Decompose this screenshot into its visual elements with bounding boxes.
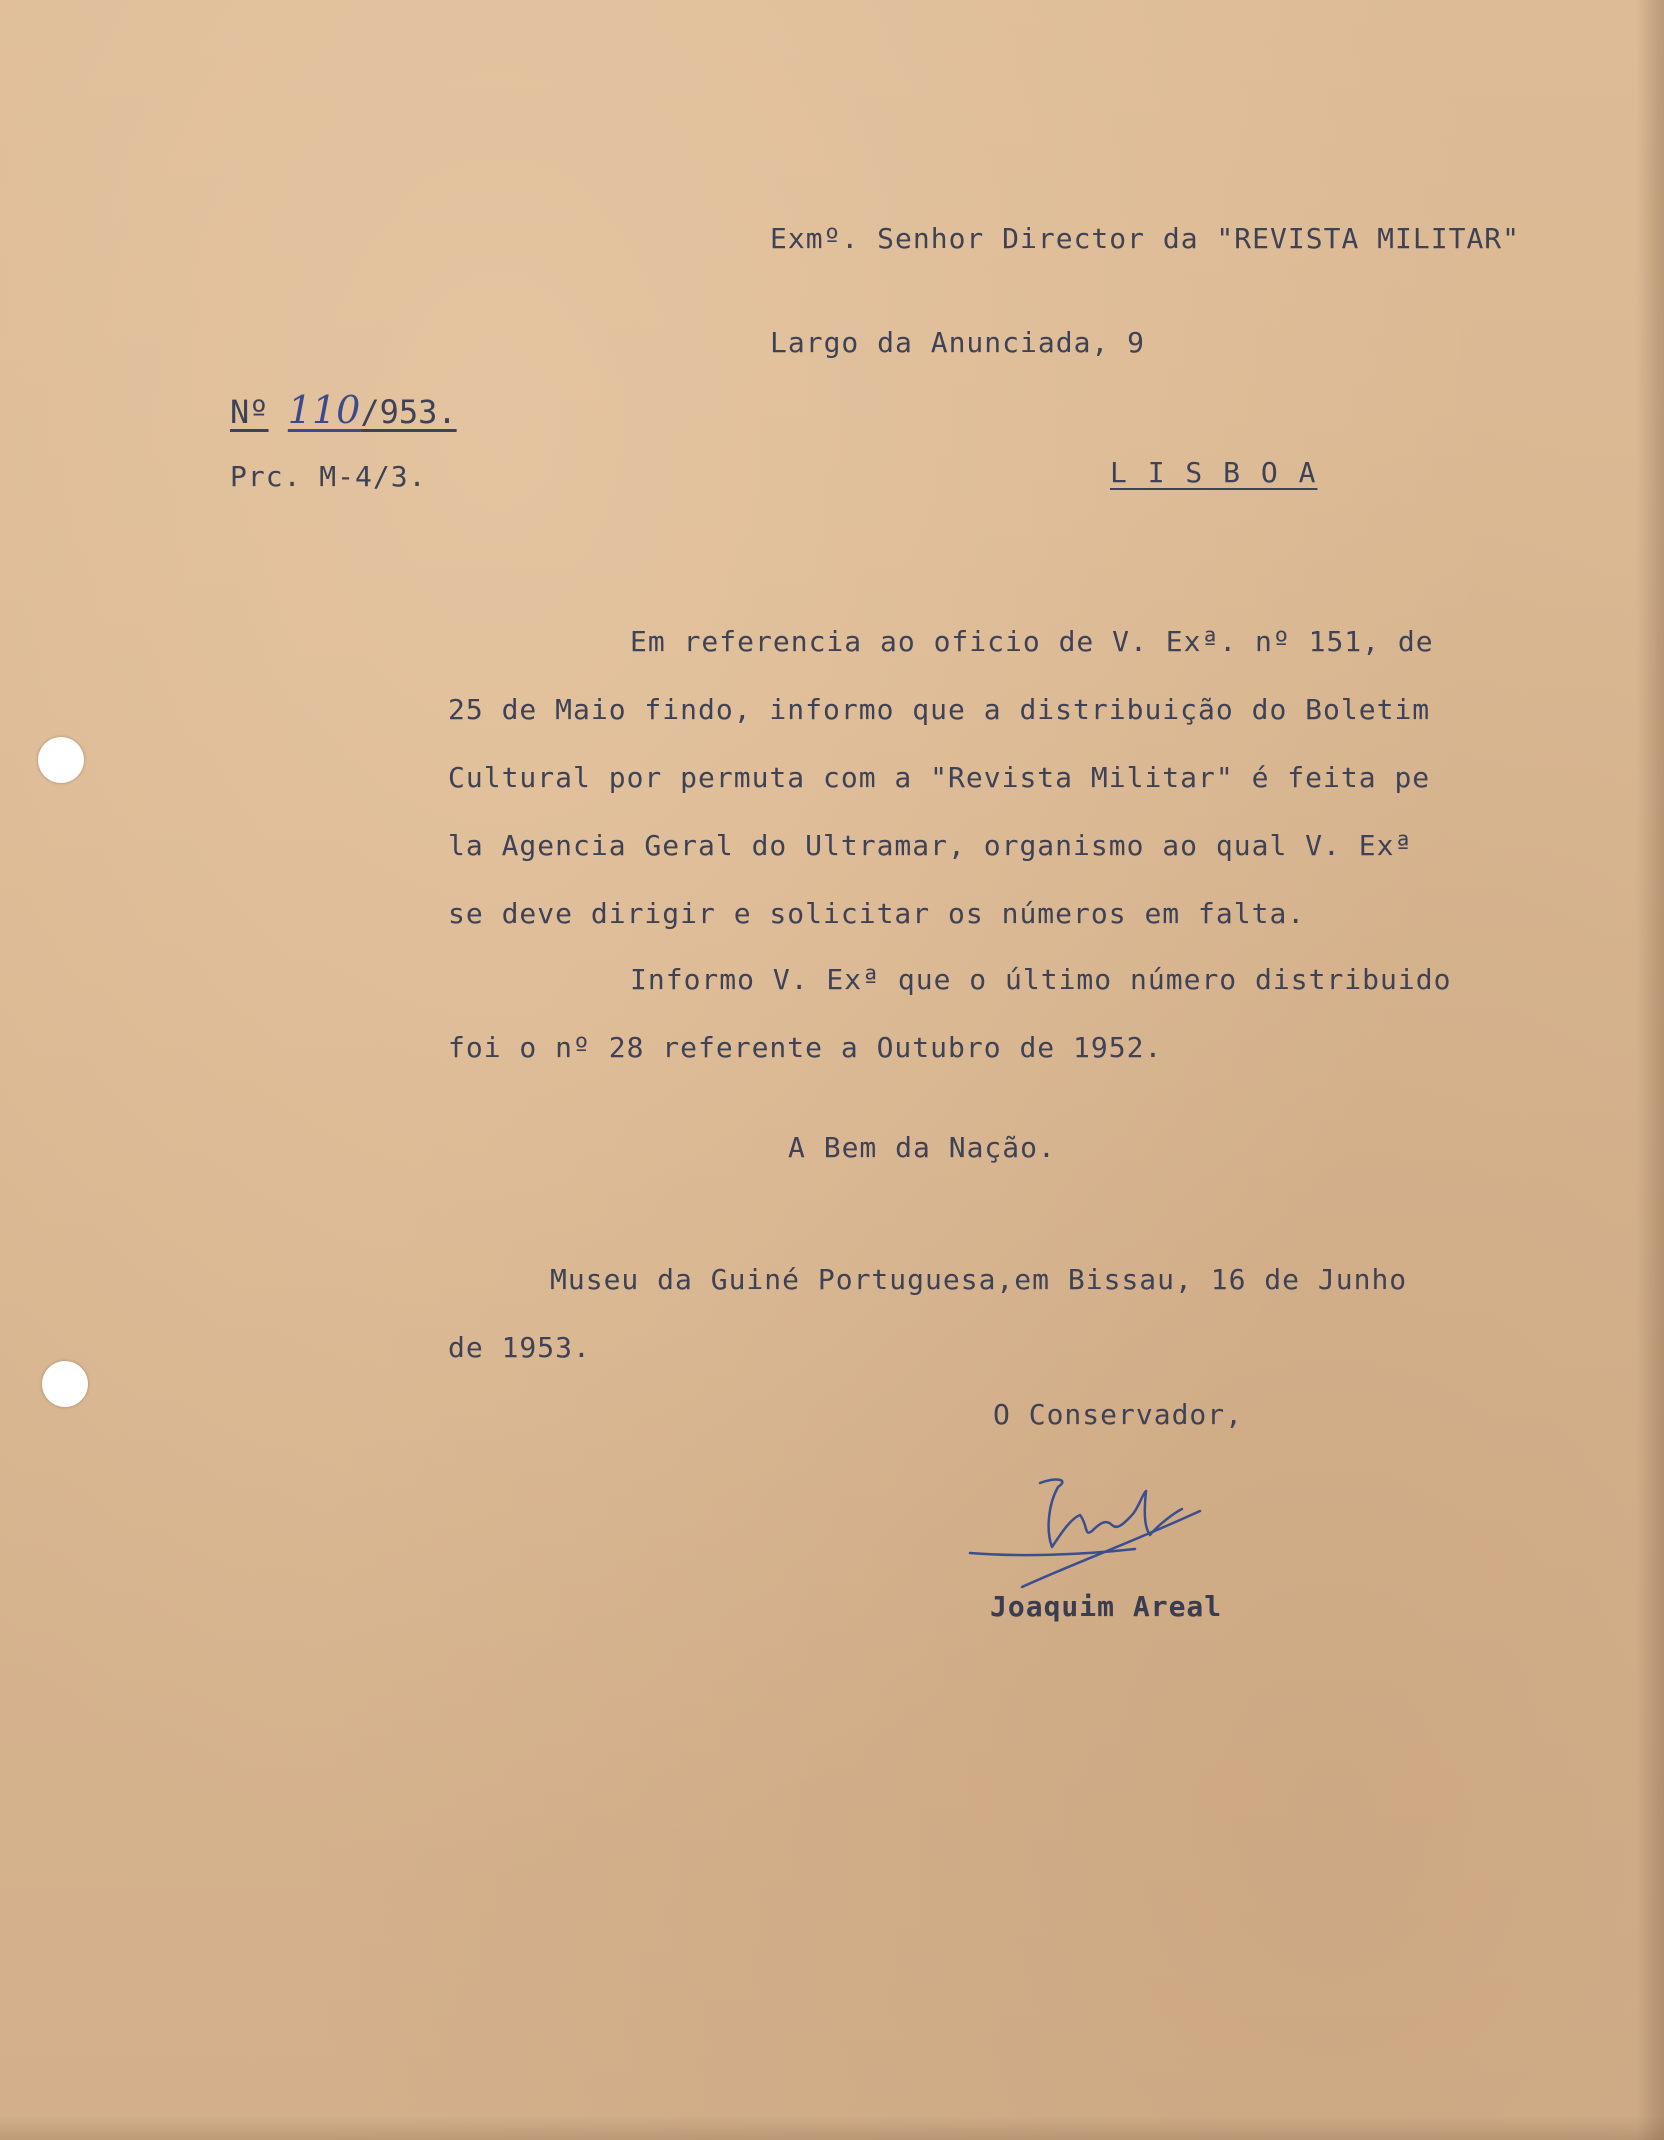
punch-hole-top bbox=[38, 737, 84, 783]
city-line: L I S B O A bbox=[1110, 456, 1318, 489]
body-p1-line2: 25 de Maio findo, informo que a distribuição do Boletim bbox=[448, 693, 1431, 726]
body-p2-line2: foi o nº 28 referente a Outubro de 1952. bbox=[448, 1031, 1163, 1064]
paper-edge-shadow-bottom bbox=[0, 2116, 1664, 2140]
place-date-line1: Museu da Guiné Portuguesa,em Bissau, 16 de Junho bbox=[550, 1263, 1408, 1296]
signer-name: Joaquim Areal bbox=[990, 1590, 1223, 1623]
place-date-line2: de 1953. bbox=[448, 1331, 591, 1364]
body-p1-line5: se deve dirigir e solicitar os números em falta. bbox=[448, 897, 1306, 930]
handwritten-signature bbox=[960, 1465, 1230, 1605]
address-line: Largo da Anunciada, 9 bbox=[770, 326, 1146, 359]
signer-title: O Conservador, bbox=[993, 1398, 1244, 1431]
reference-suffix: /953. bbox=[360, 393, 457, 431]
paper-edge-shadow-right bbox=[1636, 0, 1664, 2140]
reference-handwritten-number: 110 bbox=[287, 388, 361, 432]
punch-hole-bottom bbox=[42, 1361, 88, 1407]
body-p1-line3: Cultural por permuta com a "Revista Militar" é feita pe bbox=[448, 761, 1431, 794]
recipient-line: Exmº. Senhor Director da "REVISTA MILITAR" bbox=[770, 222, 1521, 255]
body-p2-line1: Informo V. Exª que o último número distribuido bbox=[630, 963, 1452, 996]
salutation: A Bem da Nação. bbox=[788, 1131, 1056, 1164]
reference-number bbox=[230, 388, 457, 432]
process-number: Prc. M-4/3. bbox=[230, 460, 427, 493]
body-p1-line4: la Agencia Geral do Ultramar, organismo ao qual V. Exª bbox=[448, 829, 1413, 862]
body-p1-line1: Em referencia ao oficio de V. Exª. nº 151, de bbox=[630, 625, 1434, 658]
reference-prefix: Nº bbox=[230, 393, 269, 431]
